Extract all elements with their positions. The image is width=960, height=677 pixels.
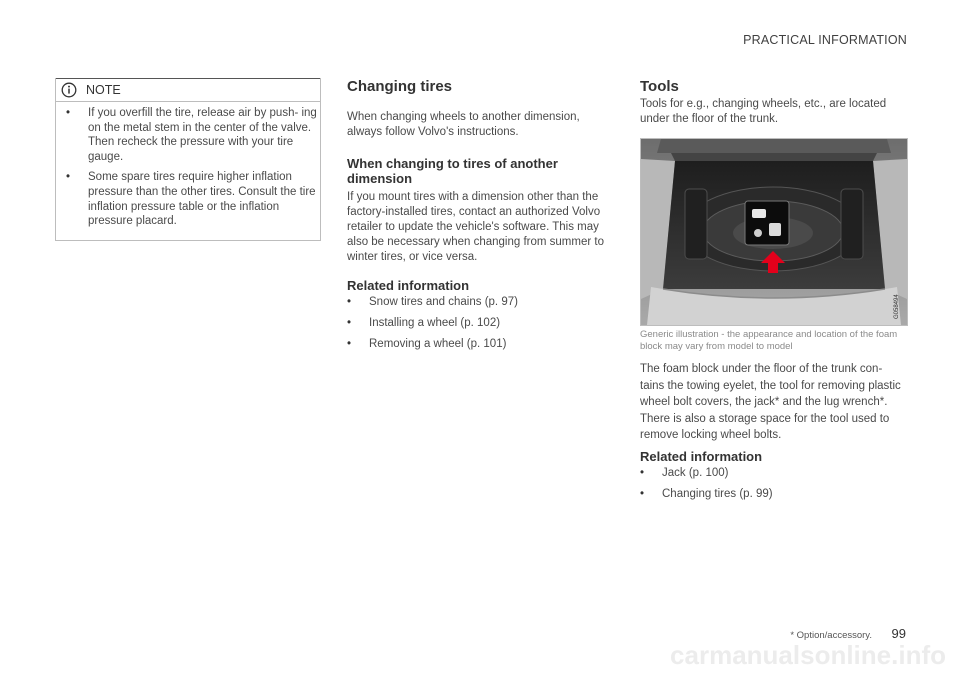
related-link[interactable]: • Jack (p. 100) <box>662 466 908 481</box>
body-text: The foam block under the floor of the trunk con- tains the towing eyelet, the tool for removing plastic wheel bolt covers, the jack* and the lug wrench*. There is also a storage space for the tool used to remove locking wheel bolts. <box>640 363 901 441</box>
subheading: When changing to tires of another dimension <box>347 156 558 186</box>
section-title: Tools <box>640 78 679 95</box>
list-item: • Some spare tires require higher inflation pressure than the other tires. Consult the tire inflation pressure table or the inflation pressure placard. <box>88 170 318 228</box>
note-title: NOTE <box>86 83 121 97</box>
related-title: Related information <box>347 278 470 293</box>
body-text: If you mount tires with a dimension other than the factory-installed tires, contact an authorized Volvo retailer to update the vehicle's software. This may also be necessary when changing from summer to winter tires, or vice versa. <box>347 191 604 263</box>
related-title: Related information <box>640 449 763 464</box>
page-header: PRACTICAL INFORMATION <box>743 33 907 47</box>
related-link[interactable]: • Changing tires (p. 99) <box>662 487 908 502</box>
related-link[interactable]: • Installing a wheel (p. 102) <box>369 316 609 331</box>
note-header <box>56 78 320 102</box>
figure-caption: Generic illustration - the appearance and location of the foam block may vary from model to model <box>640 329 898 352</box>
trunk-image <box>641 139 907 325</box>
list-item: • If you overfill the tire, release air by push- ing on the metal stem in the center of the valve. Then recheck the pressure with your tire gauge. <box>88 106 318 164</box>
intro-text: When changing wheels to another dimension, always follow Volvo's instructions. <box>347 111 580 138</box>
intro-text: Tools for e.g., changing wheels, etc., are located under the floor of the trunk. <box>640 98 887 125</box>
related-link[interactable]: • Snow tires and chains (p. 97) <box>369 295 609 310</box>
note-box <box>55 78 321 241</box>
info-icon <box>61 82 77 98</box>
figure-code: G058494 <box>894 294 900 319</box>
related-link[interactable]: • Removing a wheel (p. 101) <box>369 337 609 352</box>
watermark: carmanualsonline.info <box>670 640 946 670</box>
footnote: * Option/accessory. <box>790 630 872 641</box>
related-list <box>662 466 908 508</box>
page-number: 99 <box>891 626 906 641</box>
trunk-illustration <box>640 138 908 326</box>
note-list <box>88 106 318 235</box>
related-list <box>369 295 609 358</box>
section-title: Changing tires <box>347 78 453 95</box>
